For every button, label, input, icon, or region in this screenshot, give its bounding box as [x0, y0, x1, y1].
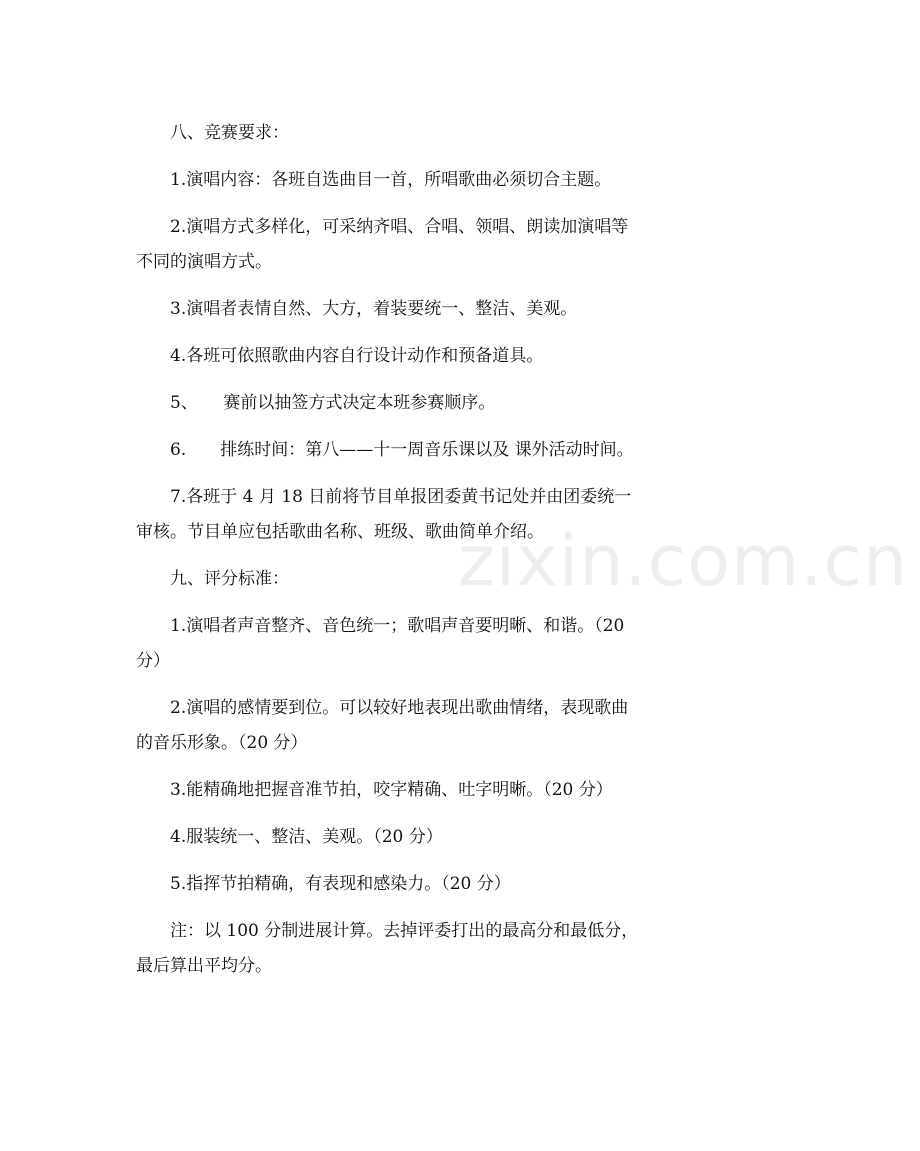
paragraph-text: 6. 排练时间：第八——十一周音乐课以及 课外活动时间。 [170, 440, 634, 460]
paragraph-text: 1.演唱者声音整齐、音色统一；歌唱声音要明晰、和谐。（20 [170, 616, 625, 636]
paragraph-continuation: 不同的演唱方式。 [136, 252, 272, 272]
paragraph-text: 5.指挥节拍精确，有表现和感染力。（20 分） [170, 874, 511, 894]
scoring-item-2 [136, 691, 788, 761]
scoring-item-5 [136, 867, 788, 902]
scoring-note [136, 914, 788, 984]
section-heading-scoring [136, 562, 788, 597]
requirement-item-7 [136, 480, 788, 550]
scoring-item-1 [136, 609, 788, 679]
paragraph-text: 注：以 100 分制进展计算。去掉评委打出的最高分和最低分， [170, 921, 639, 941]
paragraph-text: 八、竞赛要求： [170, 123, 289, 143]
paragraph-continuation: 最后算出平均分。 [136, 956, 272, 976]
section-heading-requirements [136, 116, 788, 151]
scoring-item-3 [136, 773, 788, 808]
paragraph-continuation: 分） [136, 651, 170, 671]
paragraph-text: 4.服装统一、整洁、美观。（20 分） [170, 827, 443, 847]
paragraph-text: 4.各班可依照歌曲内容自行设计动作和预备道具。 [170, 346, 544, 366]
requirement-item-1 [136, 163, 788, 198]
scoring-item-4 [136, 820, 788, 855]
requirement-item-2 [136, 210, 788, 280]
paragraph-text: 1.演唱内容：各班自选曲目一首，所唱歌曲必须切合主题。 [170, 170, 612, 190]
watermark: zixin.com.cn [458, 520, 909, 602]
paragraph-text: 3.能精确地把握音准节拍，咬字精确、吐字明晰。（20 分） [170, 780, 613, 800]
paragraph-continuation: 审核。节目单应包括歌曲名称、班级、歌曲简单介绍。 [136, 522, 544, 542]
paragraph-text: 7.各班于 4 月 18 日前将节目单报团委黄书记处并由团委统一 [170, 487, 632, 507]
paragraph-text: 3.演唱者表情自然、大方，着装要统一、整洁、美观。 [170, 299, 578, 319]
requirement-item-3 [136, 292, 788, 327]
requirement-item-6 [136, 433, 788, 468]
requirement-item-5 [136, 386, 788, 421]
requirement-item-4 [136, 339, 788, 374]
paragraph-text: 九、评分标准： [170, 569, 289, 589]
paragraph-text: 2.演唱方式多样化，可采纳齐唱、合唱、领唱、朗读加演唱等 [170, 217, 629, 237]
document-body [136, 116, 788, 996]
paragraph-continuation: 的音乐形象。（20 分） [136, 733, 308, 753]
paragraph-text: 2.演唱的感情要到位。可以较好地表现出歌曲情绪，表现歌曲 [170, 698, 629, 718]
paragraph-text: 5、 赛前以抽签方式决定本班参赛顺序。 [170, 393, 496, 413]
